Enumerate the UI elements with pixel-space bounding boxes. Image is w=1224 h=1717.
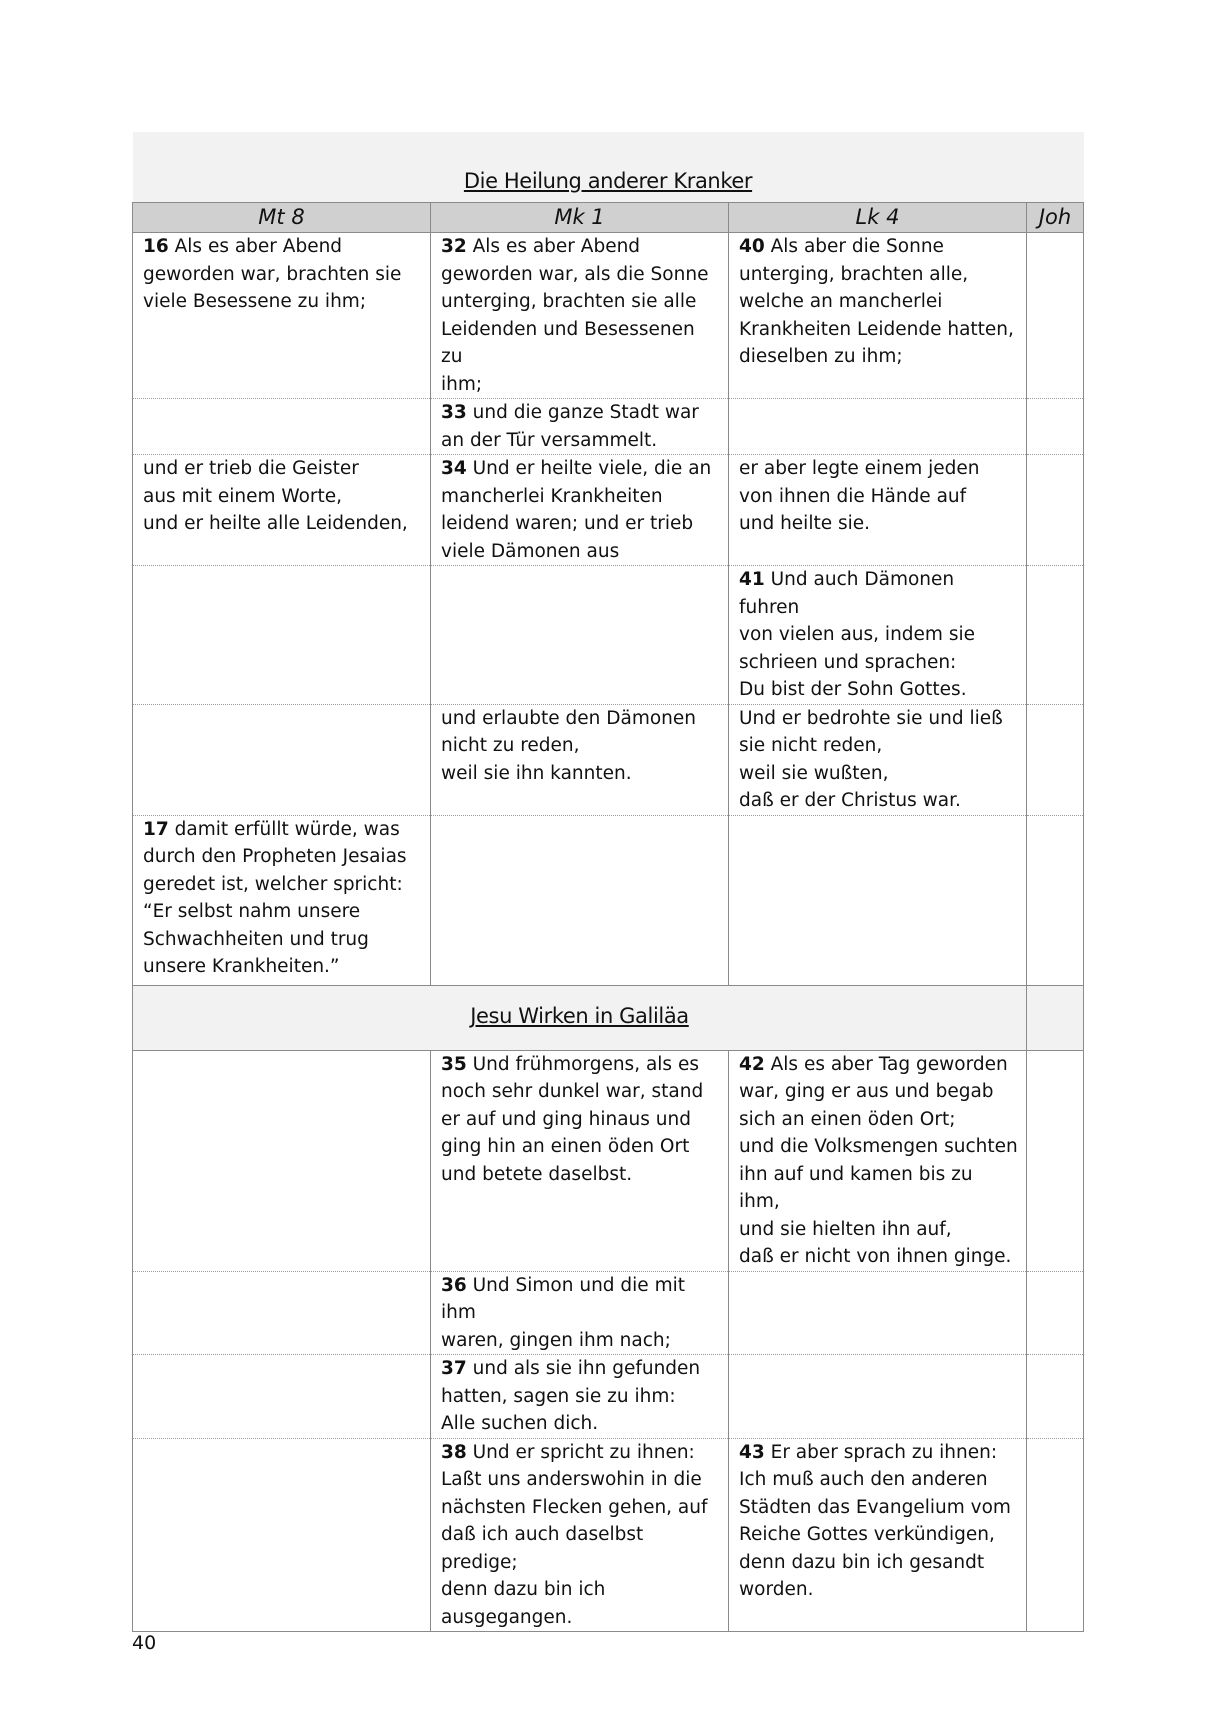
verse-number: 36 — [441, 1274, 467, 1296]
cell-joh — [1027, 1271, 1084, 1355]
cell-joh — [1027, 399, 1084, 455]
cell-mt — [133, 566, 431, 705]
cell-joh — [1027, 233, 1084, 399]
cell-mk — [431, 455, 729, 566]
verse-text: Und Simon und die mit ihm waren, gingen ihm nach; — [441, 1274, 685, 1351]
cell-joh — [1027, 1050, 1084, 1271]
column-header-mk: Mk 1 — [431, 203, 729, 233]
verse-number: 33 — [441, 402, 467, 423]
section-heading: Jesu Wirken in Galiläa — [470, 1004, 689, 1029]
cell-lk — [729, 815, 1027, 985]
cell-joh — [1027, 704, 1084, 815]
cell-lk — [729, 1050, 1027, 1271]
cell-lk — [729, 1355, 1027, 1439]
column-header-row — [133, 203, 1084, 233]
verse-number: 37 — [441, 1358, 467, 1379]
cell-mt — [133, 1438, 431, 1632]
verse-text: Und er heilte viele, die an mancherlei Krankheiten leidend waren; und er trieb viele Dämonen aus — [441, 458, 712, 562]
section-title-cell — [133, 985, 1027, 1050]
verse-text: Und er bedrohte sie und ließ sie nicht reden, weil sie wußten, daß er der Christus war. — [739, 707, 1003, 811]
section-heading: Die Heilung anderer Kranker — [463, 168, 753, 193]
verse-number: 41 — [739, 569, 765, 590]
cell-joh — [1027, 1438, 1084, 1632]
cell-mt — [133, 815, 431, 985]
cell-joh — [1027, 815, 1084, 985]
verse-number: 35 — [441, 1053, 467, 1075]
verse-text: Als es aber Abend geworden war, als die Sonne unterging, brachten sie alle Leidenden und Besessenen zu ihm; — [441, 236, 709, 395]
section-title-row — [133, 132, 1084, 203]
section-title-joh-cell — [1027, 985, 1084, 1050]
column-header-lk: Lk 4 — [729, 203, 1027, 233]
cell-mt — [133, 399, 431, 455]
verse-number: 38 — [441, 1441, 467, 1463]
table-row — [133, 1271, 1084, 1355]
table-row — [133, 233, 1084, 399]
section-title-row — [133, 985, 1084, 1050]
section-2-rows — [133, 1050, 1084, 1632]
table-row — [133, 1355, 1084, 1439]
table-row — [133, 455, 1084, 566]
table-row — [133, 815, 1084, 985]
cell-mt — [133, 233, 431, 399]
cell-lk — [729, 566, 1027, 705]
cell-mk — [431, 399, 729, 455]
cell-mk — [431, 815, 729, 985]
verse-number: 16 — [143, 236, 169, 257]
cell-lk — [729, 455, 1027, 566]
cell-mk — [431, 1438, 729, 1632]
verse-text: und er trieb die Geister aus mit einem Worte, und er heilte alle Leidenden, — [143, 458, 408, 534]
cell-lk — [729, 704, 1027, 815]
cell-mk — [431, 233, 729, 399]
verse-text: Als aber die Sonne unterging, brachten alle, welche an mancherlei Krankheiten Leidende hatten, dieselben zu ihm; — [739, 236, 1014, 367]
column-header-joh: Joh — [1027, 203, 1084, 233]
verse-number: 42 — [739, 1053, 765, 1075]
cell-joh — [1027, 455, 1084, 566]
verse-text: Als es aber Tag geworden war, ging er aus und begab sich an einen öden Ort; und die Volksmengen suchten ihn auf und kamen bis zu ihm, und sie hielten ihn auf, daß er nicht von ihnen ginge. — [739, 1053, 1018, 1267]
verse-text: Und er spricht zu ihnen: Laßt uns anderswohin in die nächsten Flecken gehen, auf daß ich auch daselbst predige; denn dazu bin ich ausgegangen. — [441, 1441, 708, 1628]
verse-number: 32 — [441, 236, 467, 257]
verse-number: 43 — [739, 1441, 765, 1463]
table-row — [133, 704, 1084, 815]
cell-mk — [431, 704, 729, 815]
cell-mt — [133, 1050, 431, 1271]
verse-text: damit erfüllt würde, was durch den Propheten Jesaias geredet ist, welcher spricht: “Er selbst nahm unsere Schwachheiten und trug unsere Krankheiten.” — [143, 818, 407, 977]
section-1-rows — [133, 233, 1084, 986]
table-row — [133, 566, 1084, 705]
verse-text: er aber legte einem jeden von ihnen die Hände auf und heilte sie. — [739, 458, 980, 534]
table-row — [133, 1050, 1084, 1271]
verse-text: Als es aber Abend geworden war, brachten sie viele Besessene zu ihm; — [143, 236, 402, 312]
cell-lk — [729, 1271, 1027, 1355]
section-title-cell — [133, 132, 1084, 203]
column-header-mt: Mt 8 — [133, 203, 431, 233]
cell-mt — [133, 704, 431, 815]
cell-mk — [431, 1050, 729, 1271]
page-number: 40 — [132, 1632, 157, 1654]
cell-mk — [431, 1271, 729, 1355]
cell-mt — [133, 455, 431, 566]
cell-joh — [1027, 566, 1084, 705]
synopsis-table — [132, 132, 1084, 1632]
cell-mt — [133, 1355, 431, 1439]
verse-number: 34 — [441, 458, 467, 479]
cell-lk — [729, 399, 1027, 455]
verse-text: und erlaubte den Dämonen nicht zu reden, weil sie ihn kannten. — [441, 707, 697, 784]
cell-lk — [729, 1438, 1027, 1632]
cell-lk — [729, 233, 1027, 399]
table-row — [133, 1438, 1084, 1632]
verse-number: 40 — [739, 236, 765, 257]
cell-joh — [1027, 1355, 1084, 1439]
verse-number: 17 — [143, 818, 169, 840]
verse-text: Und auch Dämonen fuhren von vielen aus, indem sie schrieen und sprachen: Du bist der Sohn Gottes. — [739, 569, 975, 700]
verse-text: Er aber sprach zu ihnen: Ich muß auch den anderen Städten das Evangelium vom Reiche Gottes verkündigen, denn dazu bin ich gesandt worden. — [739, 1441, 1011, 1600]
verse-text: und als sie ihn gefunden hatten, sagen sie zu ihm: Alle suchen dich. — [441, 1358, 701, 1434]
cell-mk — [431, 566, 729, 705]
verse-text: Und frühmorgens, als es noch sehr dunkel war, stand er auf und ging hinaus und ging hin an einen öden Ort und betete daselbst. — [441, 1053, 704, 1185]
table-row — [133, 399, 1084, 455]
verse-text: und die ganze Stadt war an der Tür versammelt. — [441, 402, 699, 451]
cell-mk — [431, 1355, 729, 1439]
cell-mt — [133, 1271, 431, 1355]
